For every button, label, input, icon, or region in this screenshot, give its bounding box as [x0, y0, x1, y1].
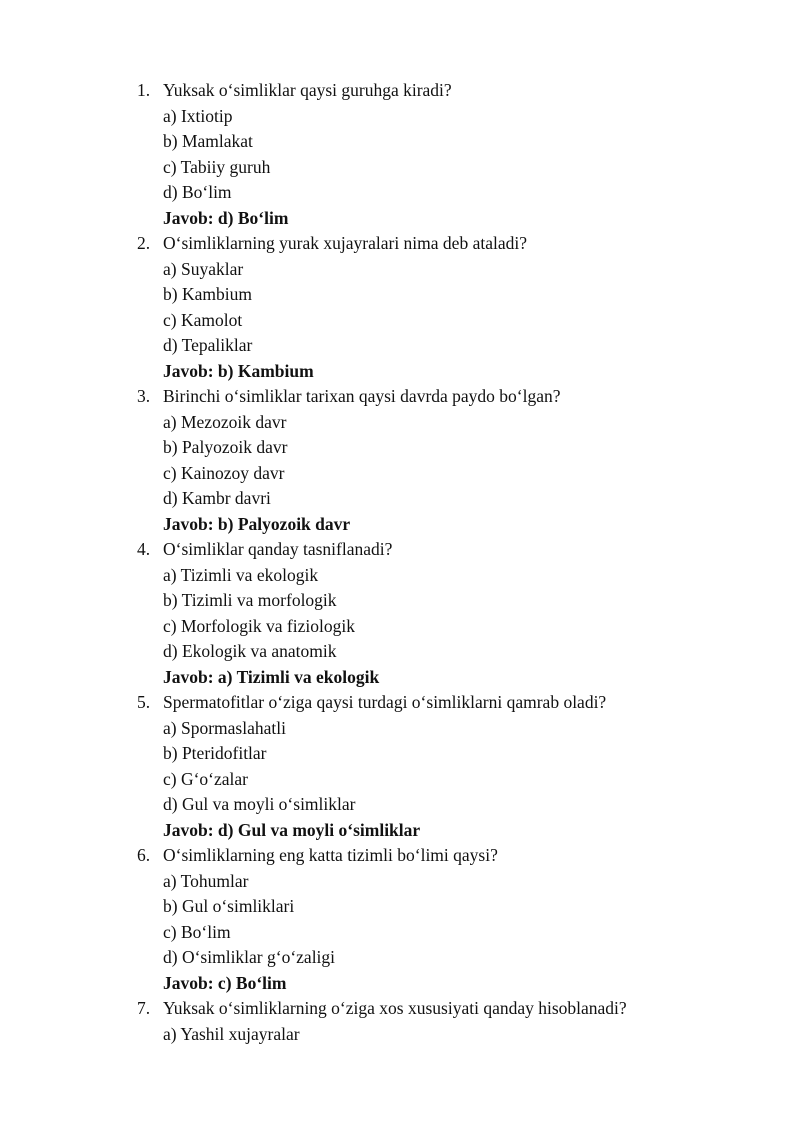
question-text: O‘simliklarning eng katta tizimli bo‘limi qaysi? — [163, 845, 498, 865]
option-a: a) Tizimli va ekologik — [163, 564, 319, 585]
option-a: a) Mezozoik davr — [163, 411, 287, 432]
option-c: c) Tabiiy guruh — [163, 156, 271, 177]
option-b: b) Tizimli va morfologik — [163, 590, 337, 610]
option-a: a) Tohumlar — [163, 870, 249, 891]
question-3 — [0, 384, 800, 537]
option-b: b) Gul o‘simliklari — [163, 896, 295, 916]
question-text: Yuksak o‘simliklarning o‘ziga xos xususiyati qanday hisoblanadi? — [163, 998, 627, 1018]
question-number: 1. — [137, 80, 151, 100]
option-d: d) Tepaliklar — [163, 335, 253, 355]
option-d: d) Bo‘lim — [163, 182, 232, 202]
question-text: Birinchi o‘simliklar tarixan qaysi davrda paydo bo‘lgan? — [163, 386, 561, 406]
question-4 — [0, 537, 800, 690]
option-a: a) Suyaklar — [163, 258, 244, 279]
option-d: d) O‘simliklar g‘o‘zaligi — [163, 947, 336, 967]
answer: Javob: c) Bo‘lim — [163, 972, 287, 993]
question-number: 4. — [137, 539, 151, 559]
answer: Javob: a) Tizimli va ekologik — [163, 666, 380, 687]
question-number: 3. — [137, 386, 151, 406]
option-c: c) G‘o‘zalar — [163, 768, 249, 789]
question-1 — [0, 78, 800, 231]
question-text: O‘simliklar qanday tasniflanadi? — [163, 539, 393, 559]
option-a: a) Ixtiotip — [163, 105, 233, 126]
question-number: 6. — [137, 845, 151, 865]
option-b: b) Palyozoik davr — [163, 437, 288, 457]
question-number: 2. — [137, 233, 151, 253]
option-b: b) Mamlakat — [163, 131, 253, 151]
option-d: d) Ekologik va anatomik — [163, 641, 337, 661]
answer: Javob: b) Kambium — [163, 360, 314, 381]
option-c: c) Morfologik va fiziologik — [163, 615, 355, 636]
option-b: b) Kambium — [163, 284, 252, 304]
option-c: c) Bo‘lim — [163, 921, 231, 942]
question-text: O‘simliklarning yurak xujayralari nima deb ataladi? — [163, 233, 527, 253]
answer: Javob: d) Gul va moyli o‘simliklar — [163, 819, 421, 840]
option-d: d) Kambr davri — [163, 488, 271, 508]
answer: Javob: d) Bo‘lim — [163, 207, 289, 228]
question-2 — [0, 231, 800, 384]
question-number: 7. — [137, 998, 151, 1018]
question-number: 5. — [137, 692, 151, 712]
document-page — [0, 78, 800, 1047]
question-text: Spermatofitlar o‘ziga qaysi turdagi o‘simliklarni qamrab oladi? — [163, 692, 607, 712]
question-5 — [0, 690, 800, 843]
option-d: d) Gul va moyli o‘simliklar — [163, 794, 356, 814]
option-a: a) Spormaslahatli — [163, 717, 286, 738]
question-6 — [0, 843, 800, 996]
option-c: c) Kamolot — [163, 309, 243, 330]
answer: Javob: b) Palyozoik davr — [163, 513, 351, 534]
option-b: b) Pteridofitlar — [163, 743, 267, 763]
question-7 — [0, 996, 800, 1047]
option-c: c) Kainozoy davr — [163, 462, 285, 483]
option-a: a) Yashil xujayralar — [163, 1023, 300, 1044]
question-text: Yuksak o‘simliklar qaysi guruhga kiradi? — [163, 80, 452, 100]
